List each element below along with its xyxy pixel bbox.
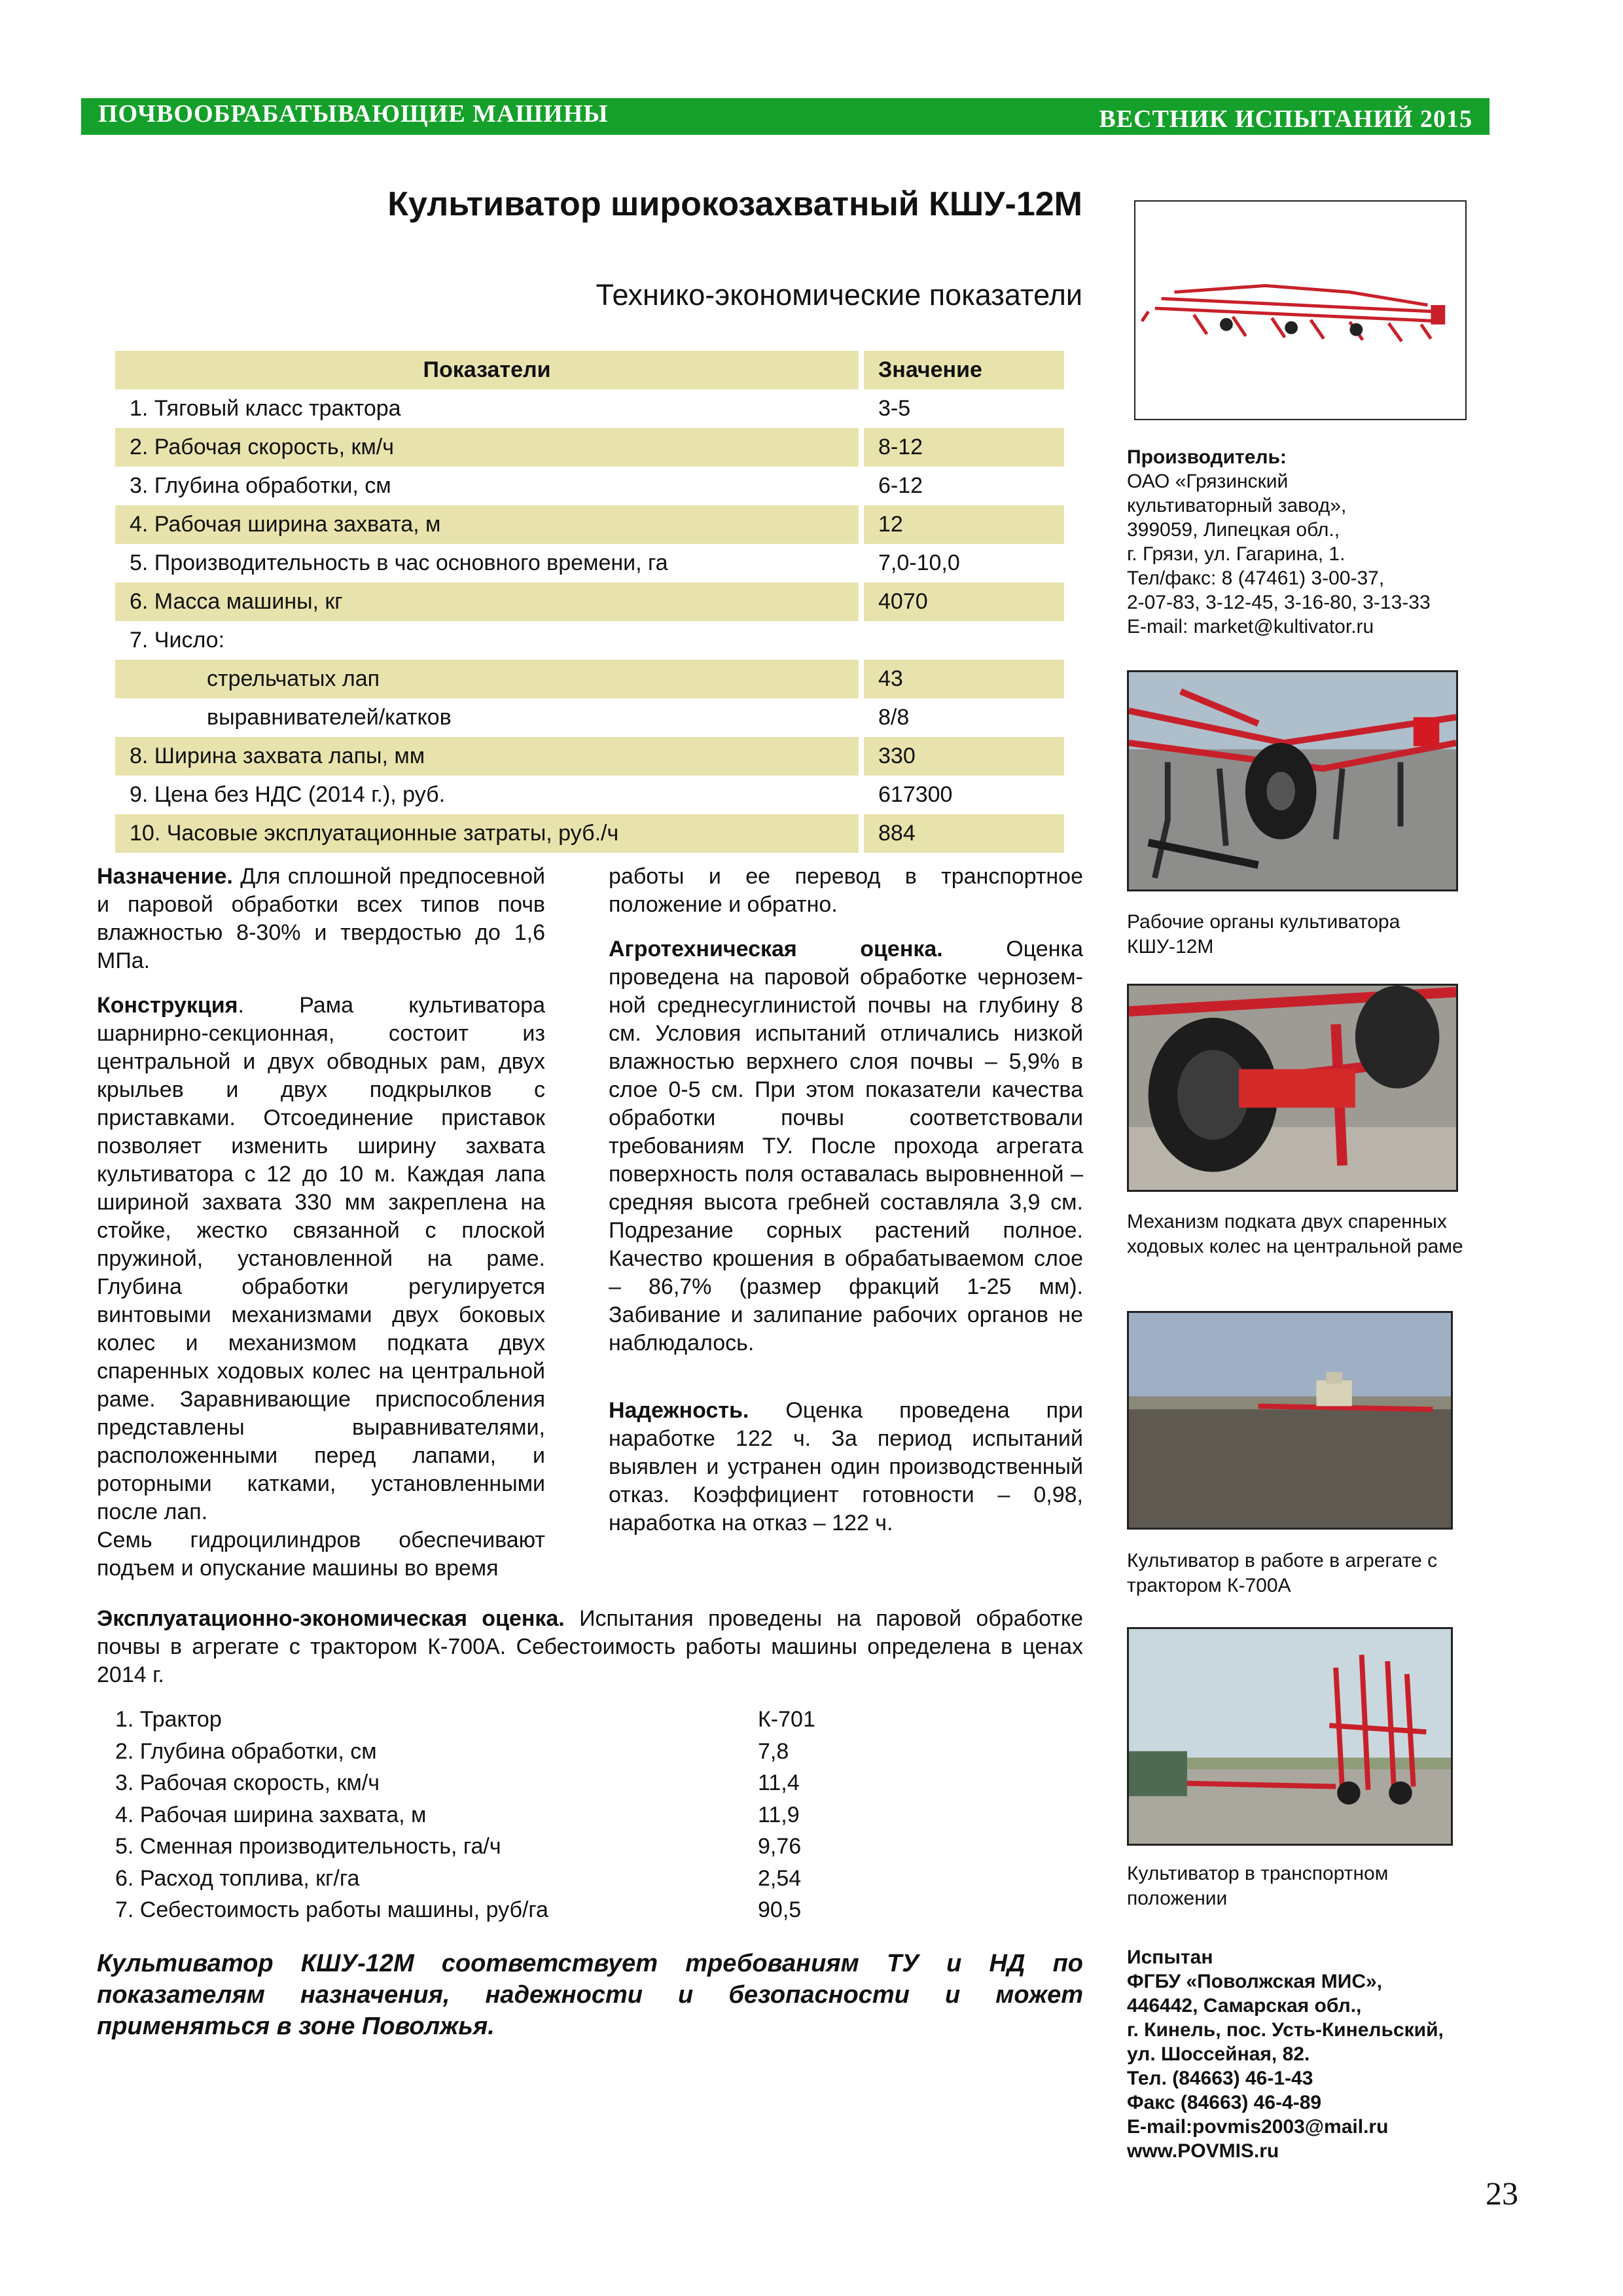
caption-transport: Культиватор в транспортном положении <box>1127 1863 1389 1909</box>
agro-heading: Агротехническая оценка. <box>609 937 943 961</box>
manufacturer-line: культиваторный завод», <box>1127 495 1347 516</box>
manufacturer-heading: Производитель: <box>1127 446 1287 468</box>
reliability-heading: Надежность. <box>609 1398 749 1423</box>
table-header-row <box>115 351 1064 389</box>
econ-value: 90,5 <box>758 1897 802 1922</box>
table-cell-name: 4. Рабочая ширина захвата, м <box>115 505 861 544</box>
column-header-value: Значение <box>861 351 1064 389</box>
agro-paragraph <box>609 935 1083 1357</box>
table-cell-value: 43 <box>861 660 1064 698</box>
purpose-heading: Назначение. <box>97 864 233 889</box>
table-row <box>115 467 1064 505</box>
table-cell-name: 7. Число: <box>115 621 861 660</box>
table-cell-value <box>861 621 1064 660</box>
journal-title: ВЕСТНИК ИСПЫТАНИЙ 2015 <box>1099 105 1472 133</box>
table-cell-name: 3. Глубина обработки, см <box>115 467 861 505</box>
econ-value: 11,9 <box>758 1802 800 1827</box>
photo-field-work <box>1127 1311 1453 1530</box>
table-row <box>115 544 1064 583</box>
caption-field-work: Культиватор в работе в агрегате с трактором К-700А <box>1127 1550 1438 1596</box>
design-heading: Конструкция <box>97 993 238 1018</box>
table-cell-value: 884 <box>861 814 1064 853</box>
table-cell-value: 330 <box>861 737 1064 776</box>
econ-value: 7,8 <box>758 1738 789 1764</box>
table-cell-name: 10. Часовые эксплуатационные затраты, руб./ч <box>115 814 861 853</box>
manufacturer-line: ОАО «Грязинский <box>1127 471 1289 492</box>
table-cell-value: 7,0-10,0 <box>878 550 960 575</box>
table-cell-value: 12 <box>861 505 1064 544</box>
econ-value: К-701 <box>758 1707 815 1732</box>
table-cell-value: 617300 <box>878 782 953 807</box>
table-cell-value: 8-12 <box>861 428 1064 467</box>
table-cell-name: 9. Цена без НДС (2014 г.), руб. <box>115 776 861 814</box>
econ-label: 1. Трактор <box>115 1707 222 1732</box>
econ-heading: Эксплуатационно-экономическая оценка. <box>97 1606 565 1631</box>
table-row <box>115 389 1064 428</box>
purpose-text: Для сплошной предпосевной и паровой обработки всех типов почв влажностью 8-30% и твердостью до 1,6 МПа. <box>97 864 545 973</box>
reliability-paragraph <box>609 1397 1083 1537</box>
table-cell-name: 5. Производительность в час основного времени, га <box>115 544 861 583</box>
conclusion: Культиватор КШУ-12М соответствует требованиям ТУ и НД по показателям назначения, надежности и безопасности и может применяться в зоне Поволжья. <box>97 1950 1083 2040</box>
table-row <box>115 737 1064 776</box>
design-text: . Рама культиватора шарнирно-секционная, состоит из центральной и двух обводных рам, двух крыльев и двух подкрылков с приставками. Отсоединение приставок позволяет изменить ширину захвата культиватора с 12 до 10 м. Каждая лапа шириной захвата 330 мм закреплена на стойке, жестко связанной с плоской пружиной, установленной на раме. Глубина обработки регулируется винтовыми механизмами двух боковых колес и механизмом подката двух спаренных ходовых колес на центральной раме. Заравнивающие приспособления представлены выравнивателями, расположенными перед лапами, и роторными катками, установленными после лап. <box>97 993 545 1524</box>
manufacturer-email: E-mail: market@kultivator.ru <box>1127 616 1374 637</box>
list-item <box>115 1707 901 1739</box>
manufacturer-line: Тел/факс: 8 (47461) 3-00-37, <box>1127 567 1385 589</box>
table-row <box>115 660 1064 698</box>
table-row <box>115 428 1064 467</box>
design-paragraph <box>97 992 545 1526</box>
column-header-name: Показатели <box>115 351 861 389</box>
tested-line: ул. Шоссейная, 82. <box>1127 2043 1310 2065</box>
list-item <box>115 1897 901 1929</box>
tested-website: www.POVMIS.ru <box>1127 2140 1279 2162</box>
table-cell-name: выравнивателей/катков <box>115 698 861 737</box>
table-cell-name: 8. Ширина захвата лапы, мм <box>115 737 861 776</box>
agro-text: Оценка проведена на паровой обработке чернозем- ной среднесуглинистой почвы на глубину 8 см. Условия испытаний отличались низкой влажностью верхнего слоя почвы – 5,9% в слое 0-5 см. При этом показатели качества обработки почвы соответствовали требованиям ТУ. После прохода агрегата поверхность поля оставалась выровненной – средняя высота гребней составляла 3,9 см. Подрезание сорных растений полное. Качество крошения в обрабатываемом слое – 86,7% (размер фракций 1-25 мм). Забивание и залипание рабочих органов не наблюдалось. <box>609 937 1083 1355</box>
section-title: ПОЧВООБРАБАТЫВАЮЩИЕ МАШИНЫ <box>98 100 609 128</box>
table-cell-name: 1. Тяговый класс трактора <box>115 389 861 428</box>
econ-label: 5. Сменная производительность, га/ч <box>115 1834 501 1859</box>
econ-value: 2,54 <box>758 1865 802 1891</box>
table-cell-value: 4070 <box>861 583 1064 621</box>
table-cell-value: 3-5 <box>878 396 911 421</box>
econ-label: 2. Глубина обработки, см <box>115 1738 377 1764</box>
list-item <box>115 1803 901 1835</box>
table-cell-name: стрельчатых лап <box>115 660 861 698</box>
table-cell-name: 6. Масса машины, кг <box>115 583 861 621</box>
page-title: Культиватор широкозахватный КШУ-12М <box>387 185 1082 223</box>
design-continuation: работы и ее перевод в транспортное положение и обратно. <box>609 864 1083 917</box>
manufacturer-line: 399059, Липецкая обл., <box>1127 519 1340 541</box>
tested-block <box>1127 1945 1493 2163</box>
design-paragraph-2: Семь гидроцилиндров обеспечивают подъем и опускание машины во время <box>97 1528 545 1581</box>
table-row <box>115 776 1064 814</box>
tested-line: ФГБУ «Поволжская МИС», <box>1127 1971 1383 1992</box>
photo-wheel-mechanism <box>1127 984 1458 1192</box>
tested-email: E-mail:povmis2003@mail.ru <box>1127 2116 1389 2138</box>
manufacturer-line: г. Грязи, ул. Гагарина, 1. <box>1127 543 1346 565</box>
econ-label: 6. Расход топлива, кг/га <box>115 1865 360 1891</box>
right-column <box>609 863 1083 1537</box>
manufacturer-block <box>1127 445 1480 639</box>
reliability-text: Оценка проведена при наработке 122 ч. За период испытаний выявлен и устранен один производственный отказ. Коэффициент готовности – 0,98, наработка на отказ – 122 ч. <box>609 1398 1083 1535</box>
table-row <box>115 583 1064 621</box>
photo-cultivator <box>1134 200 1467 420</box>
manufacturer-line: 2-07-83, 3-12-45, 3-16-80, 3-13-33 <box>1127 592 1431 613</box>
tested-line: 446442, Самарская обл., <box>1127 1995 1362 2017</box>
tested-line: г. Кинель, пос. Усть-Кинельский, <box>1127 2019 1444 2041</box>
table-cell-value: 6-12 <box>878 473 923 498</box>
econ-label: 4. Рабочая ширина захвата, м <box>115 1802 427 1827</box>
left-column <box>97 863 545 1583</box>
econ-text: Испытания проведены на паровой обработке почвы в агрегате с трактором К-700А. Себестоимость работы машины определена в ценах 2014 г. <box>97 1606 1084 1687</box>
table-row <box>115 505 1064 544</box>
econ-paragraph <box>97 1605 1083 1689</box>
purpose-paragraph <box>97 863 545 975</box>
spec-table <box>115 351 1064 853</box>
list-item <box>115 1770 901 1803</box>
econ-list <box>115 1707 901 1929</box>
caption-working-parts: Рабочие органы культиватора КШУ-12М <box>1127 911 1400 958</box>
tested-line: Испытан <box>1127 1946 1213 1968</box>
photo-working-parts <box>1127 670 1458 891</box>
table-cell-name: 2. Рабочая скорость, км/ч <box>115 428 861 467</box>
table-row <box>115 814 1064 853</box>
table-row <box>115 698 1064 737</box>
caption-wheel-mechanism: Механизм подката двух спаренных ходовых колес на центральной раме <box>1127 1211 1463 1257</box>
page-subtitle: Технико-экономические показатели <box>596 278 1082 312</box>
econ-label: 3. Рабочая скорость, км/ч <box>115 1770 380 1795</box>
tested-line: Тел. (84663) 46-1-43 <box>1127 2068 1313 2089</box>
econ-value: 11,4 <box>758 1770 800 1795</box>
list-item <box>115 1866 901 1898</box>
econ-label: 7. Себестоимость работы машины, руб/га <box>115 1897 548 1922</box>
table-cell-value: 8/8 <box>878 705 910 730</box>
econ-value: 9,76 <box>758 1834 802 1859</box>
running-header <box>81 98 1489 135</box>
table-row <box>115 621 1064 660</box>
list-item <box>115 1739 901 1771</box>
tested-line: Факс (84663) 46-4-89 <box>1127 2092 1322 2113</box>
page-number: 23 <box>1486 2175 1518 2212</box>
list-item <box>115 1834 901 1866</box>
photo-transport <box>1127 1627 1453 1846</box>
